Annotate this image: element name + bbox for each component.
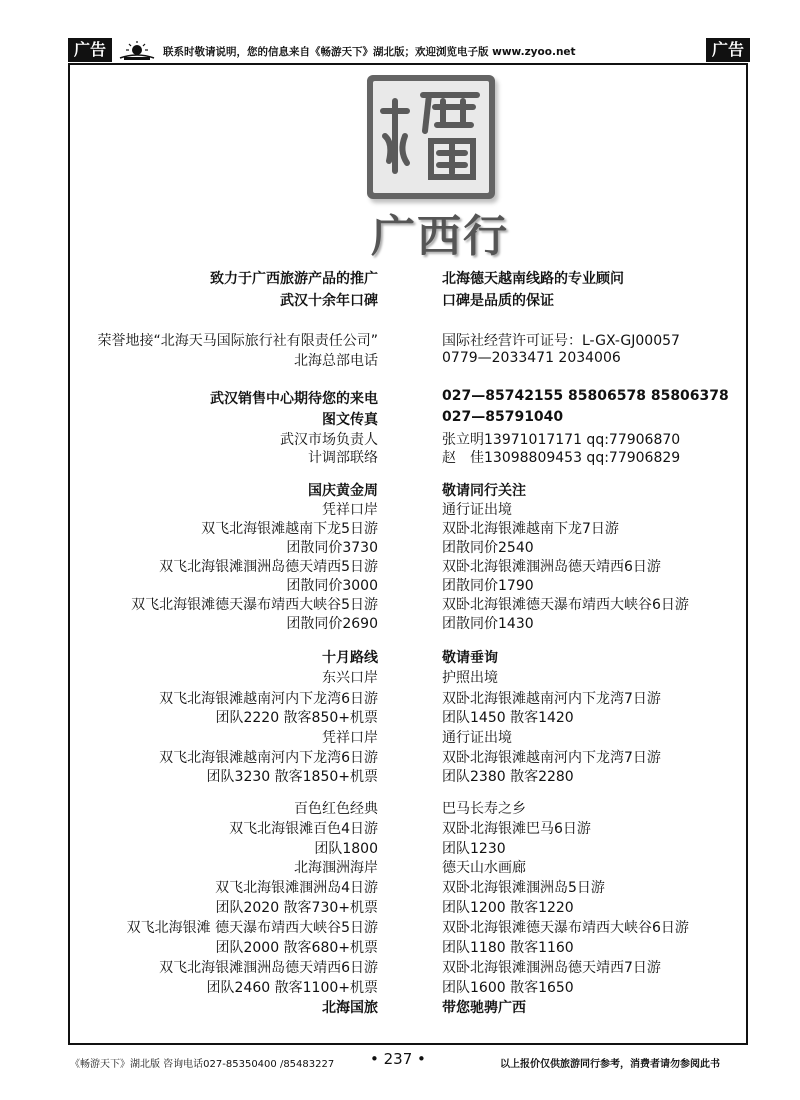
item-left-text: 百色红色经典 (294, 801, 378, 817)
list-item (70, 537, 750, 556)
item-right-text: 团散同价2540 (442, 540, 534, 556)
item-right-text: 赵 佳13098809453 qq:77906829 (442, 450, 681, 466)
item-right-text: 双卧北海银滩德天瀑布靖西大峡谷6日游 (442, 920, 689, 936)
item-left-text: 东兴口岸 (322, 670, 378, 686)
item-left-text: 团队2000 散客680+机票 (215, 940, 378, 956)
item-left-text: 武汉市场负责人 (280, 432, 378, 448)
item-left-text: 团散同价3000 (286, 578, 378, 594)
item-right-text: 国际社经营许可证号：L-GX-GJ00057 (442, 333, 680, 349)
item-left-text: 双飞北海银滩越南河内下龙湾6日游 (159, 750, 378, 766)
item-left-text: 双飞北海银滩德天瀑布靖西大峡谷5日游 (131, 597, 378, 613)
list-item (70, 798, 750, 817)
item-right-text: 团队1200 散客1220 (442, 900, 574, 916)
item-right-text: 德天山水画廊 (442, 860, 526, 876)
item-right-text: 双卧北海银滩越南下龙7日游 (442, 521, 619, 537)
seal-glyph-icon (373, 81, 489, 193)
item-right-text: 团散同价1790 (442, 578, 534, 594)
list-item (70, 897, 750, 916)
item-left-text: 双飞北海银滩涠洲岛4日游 (215, 880, 378, 896)
item-right-text: 通行证出境 (442, 730, 512, 746)
item-left-text: 团队3230 散客1850+机票 (206, 769, 378, 785)
list-item (70, 268, 750, 287)
list-item (70, 977, 750, 996)
item-left-text: 团队2220 散客850+机票 (215, 710, 378, 726)
item-left-text: 双飞北海银滩 德天瀑布靖西大峡谷5日游 (126, 920, 378, 936)
item-left-text: 计调部联络 (308, 450, 378, 466)
item-right-text: 双卧北海银滩涠洲岛5日游 (442, 880, 605, 896)
list-item (70, 613, 750, 632)
item-left-text: 团队2460 散客1100+机票 (206, 980, 378, 996)
item-right-text: 通行证出境 (442, 502, 512, 518)
item-right-text: 团队1450 散客1420 (442, 710, 574, 726)
list-item (70, 480, 750, 499)
item-left-text: 双飞北海银滩越南河内下龙湾6日游 (159, 691, 378, 707)
list-item (70, 707, 750, 726)
header-rule (68, 63, 748, 65)
item-right-text: 护照出境 (442, 670, 498, 686)
item-left-text: 双飞北海银滩越南下龙5日游 (201, 521, 378, 537)
item-left-text: 北海国旅 (322, 1000, 378, 1016)
list-item (70, 350, 750, 369)
item-right-text: 张立明13971017171 qq:77906870 (442, 432, 681, 448)
page-number: • 237 • (370, 1050, 426, 1068)
item-right-text: 敬请垂询 (442, 650, 498, 666)
list-item (70, 877, 750, 896)
item-right-text: 双卧北海银滩涠洲岛德天靖西7日游 (442, 960, 661, 976)
list-item (70, 727, 750, 746)
item-left-text: 凭祥口岸 (322, 730, 378, 746)
item-right-text: 敬请同行关注 (442, 483, 526, 499)
item-right-text: 双卧北海银滩越南河内下龙湾7日游 (442, 691, 661, 707)
item-right-text: 口碑是品质的保证 (442, 293, 554, 309)
item-left-text: 双飞北海银滩涠洲岛德天靖西6日游 (159, 960, 378, 976)
list-item (70, 997, 750, 1016)
footer-contact: 《畅游天下》湖北版 咨询电话027-85350400 /85483227 (70, 1059, 335, 1070)
item-left-text: 武汉销售中心期待您的来电 (210, 391, 378, 407)
item-left-text: 团散同价2690 (286, 616, 378, 632)
list-item (70, 330, 750, 349)
item-left-text: 十月路线 (322, 650, 378, 666)
item-right-text: 双卧北海银滩德天瀑布靖西大峡谷6日游 (442, 597, 689, 613)
item-left-text: 武汉十余年口碑 (280, 293, 378, 309)
list-item (70, 290, 750, 309)
item-left-text: 双飞北海银滩百色4日游 (229, 821, 378, 837)
list-item (70, 499, 750, 518)
item-left-text: 团队1800 (314, 841, 378, 857)
item-right-text: 团队1230 (442, 841, 506, 857)
list-item (70, 518, 750, 537)
list-item (70, 447, 750, 466)
list-item (70, 818, 750, 837)
list-item (70, 857, 750, 876)
brand-title: 广西行 (371, 211, 509, 262)
item-right-text: 团队1180 散客1160 (442, 940, 574, 956)
list-item (70, 917, 750, 936)
item-right-text: 北海德天越南线路的专业顾问 (442, 271, 624, 287)
item-left-text: 国庆黄金周 (308, 483, 378, 499)
item-right-text: 0779—2033471 2034006 (442, 350, 621, 366)
list-item (70, 594, 750, 613)
item-right-text: 团散同价1430 (442, 616, 534, 632)
seal-logo (367, 75, 495, 199)
list-item (70, 429, 750, 448)
item-right-text: 带您驰骋广西 (442, 1000, 526, 1016)
item-left-text: 致力于广西旅游产品的推广 (210, 271, 378, 287)
list-item (70, 575, 750, 594)
item-right-text: 巴马长寿之乡 (442, 801, 526, 817)
item-right-text: 027—85791040 (442, 409, 564, 425)
list-item (70, 937, 750, 956)
item-right-text: 双卧北海银滩巴马6日游 (442, 821, 591, 837)
item-right-text: 双卧北海银滩涠洲岛德天靖西6日游 (442, 559, 661, 575)
footer-disclaimer: 以上报价仅供旅游同行参考，消费者请勿参阅此书 (500, 1059, 720, 1070)
item-right-text: 团队2380 散客2280 (442, 769, 574, 785)
list-item (70, 766, 750, 785)
item-right-text: 双卧北海银滩越南河内下龙湾7日游 (442, 750, 661, 766)
list-item (70, 688, 750, 707)
item-left-text: 团散同价3730 (286, 540, 378, 556)
list-item (70, 647, 750, 666)
item-left-text: 双飞北海银滩涠洲岛德天靖西5日游 (159, 559, 378, 575)
list-item (70, 556, 750, 575)
item-left-text: 荣誉地接“北海天马国际旅行社有限责任公司” (97, 333, 378, 349)
item-right-text: 团队1600 散客1650 (442, 980, 574, 996)
ad-tag-right: 广告 (706, 38, 750, 62)
list-item (70, 409, 750, 428)
item-left-text: 图文传真 (322, 412, 378, 428)
item-left-text: 北海涠洲海岸 (294, 860, 378, 876)
list-item (70, 957, 750, 976)
item-left-text: 团队2020 散客730+机票 (215, 900, 378, 916)
list-item (70, 747, 750, 766)
magazine-logo-icon (116, 40, 158, 62)
list-item (70, 667, 750, 686)
item-left-text: 北海总部电话 (294, 353, 378, 369)
ad-tag-left: 广告 (68, 38, 112, 62)
footer-rule (68, 1043, 748, 1045)
item-left-text: 凭祥口岸 (322, 502, 378, 518)
list-item (70, 388, 750, 407)
item-right-text: 027—85742155 85806578 85806378 (442, 388, 729, 404)
list-item (70, 838, 750, 857)
header-note: 联系时敬请说明，您的信息来自《畅游天下》湖北版；欢迎浏览电子版 www.zyoo.net (163, 46, 576, 58)
